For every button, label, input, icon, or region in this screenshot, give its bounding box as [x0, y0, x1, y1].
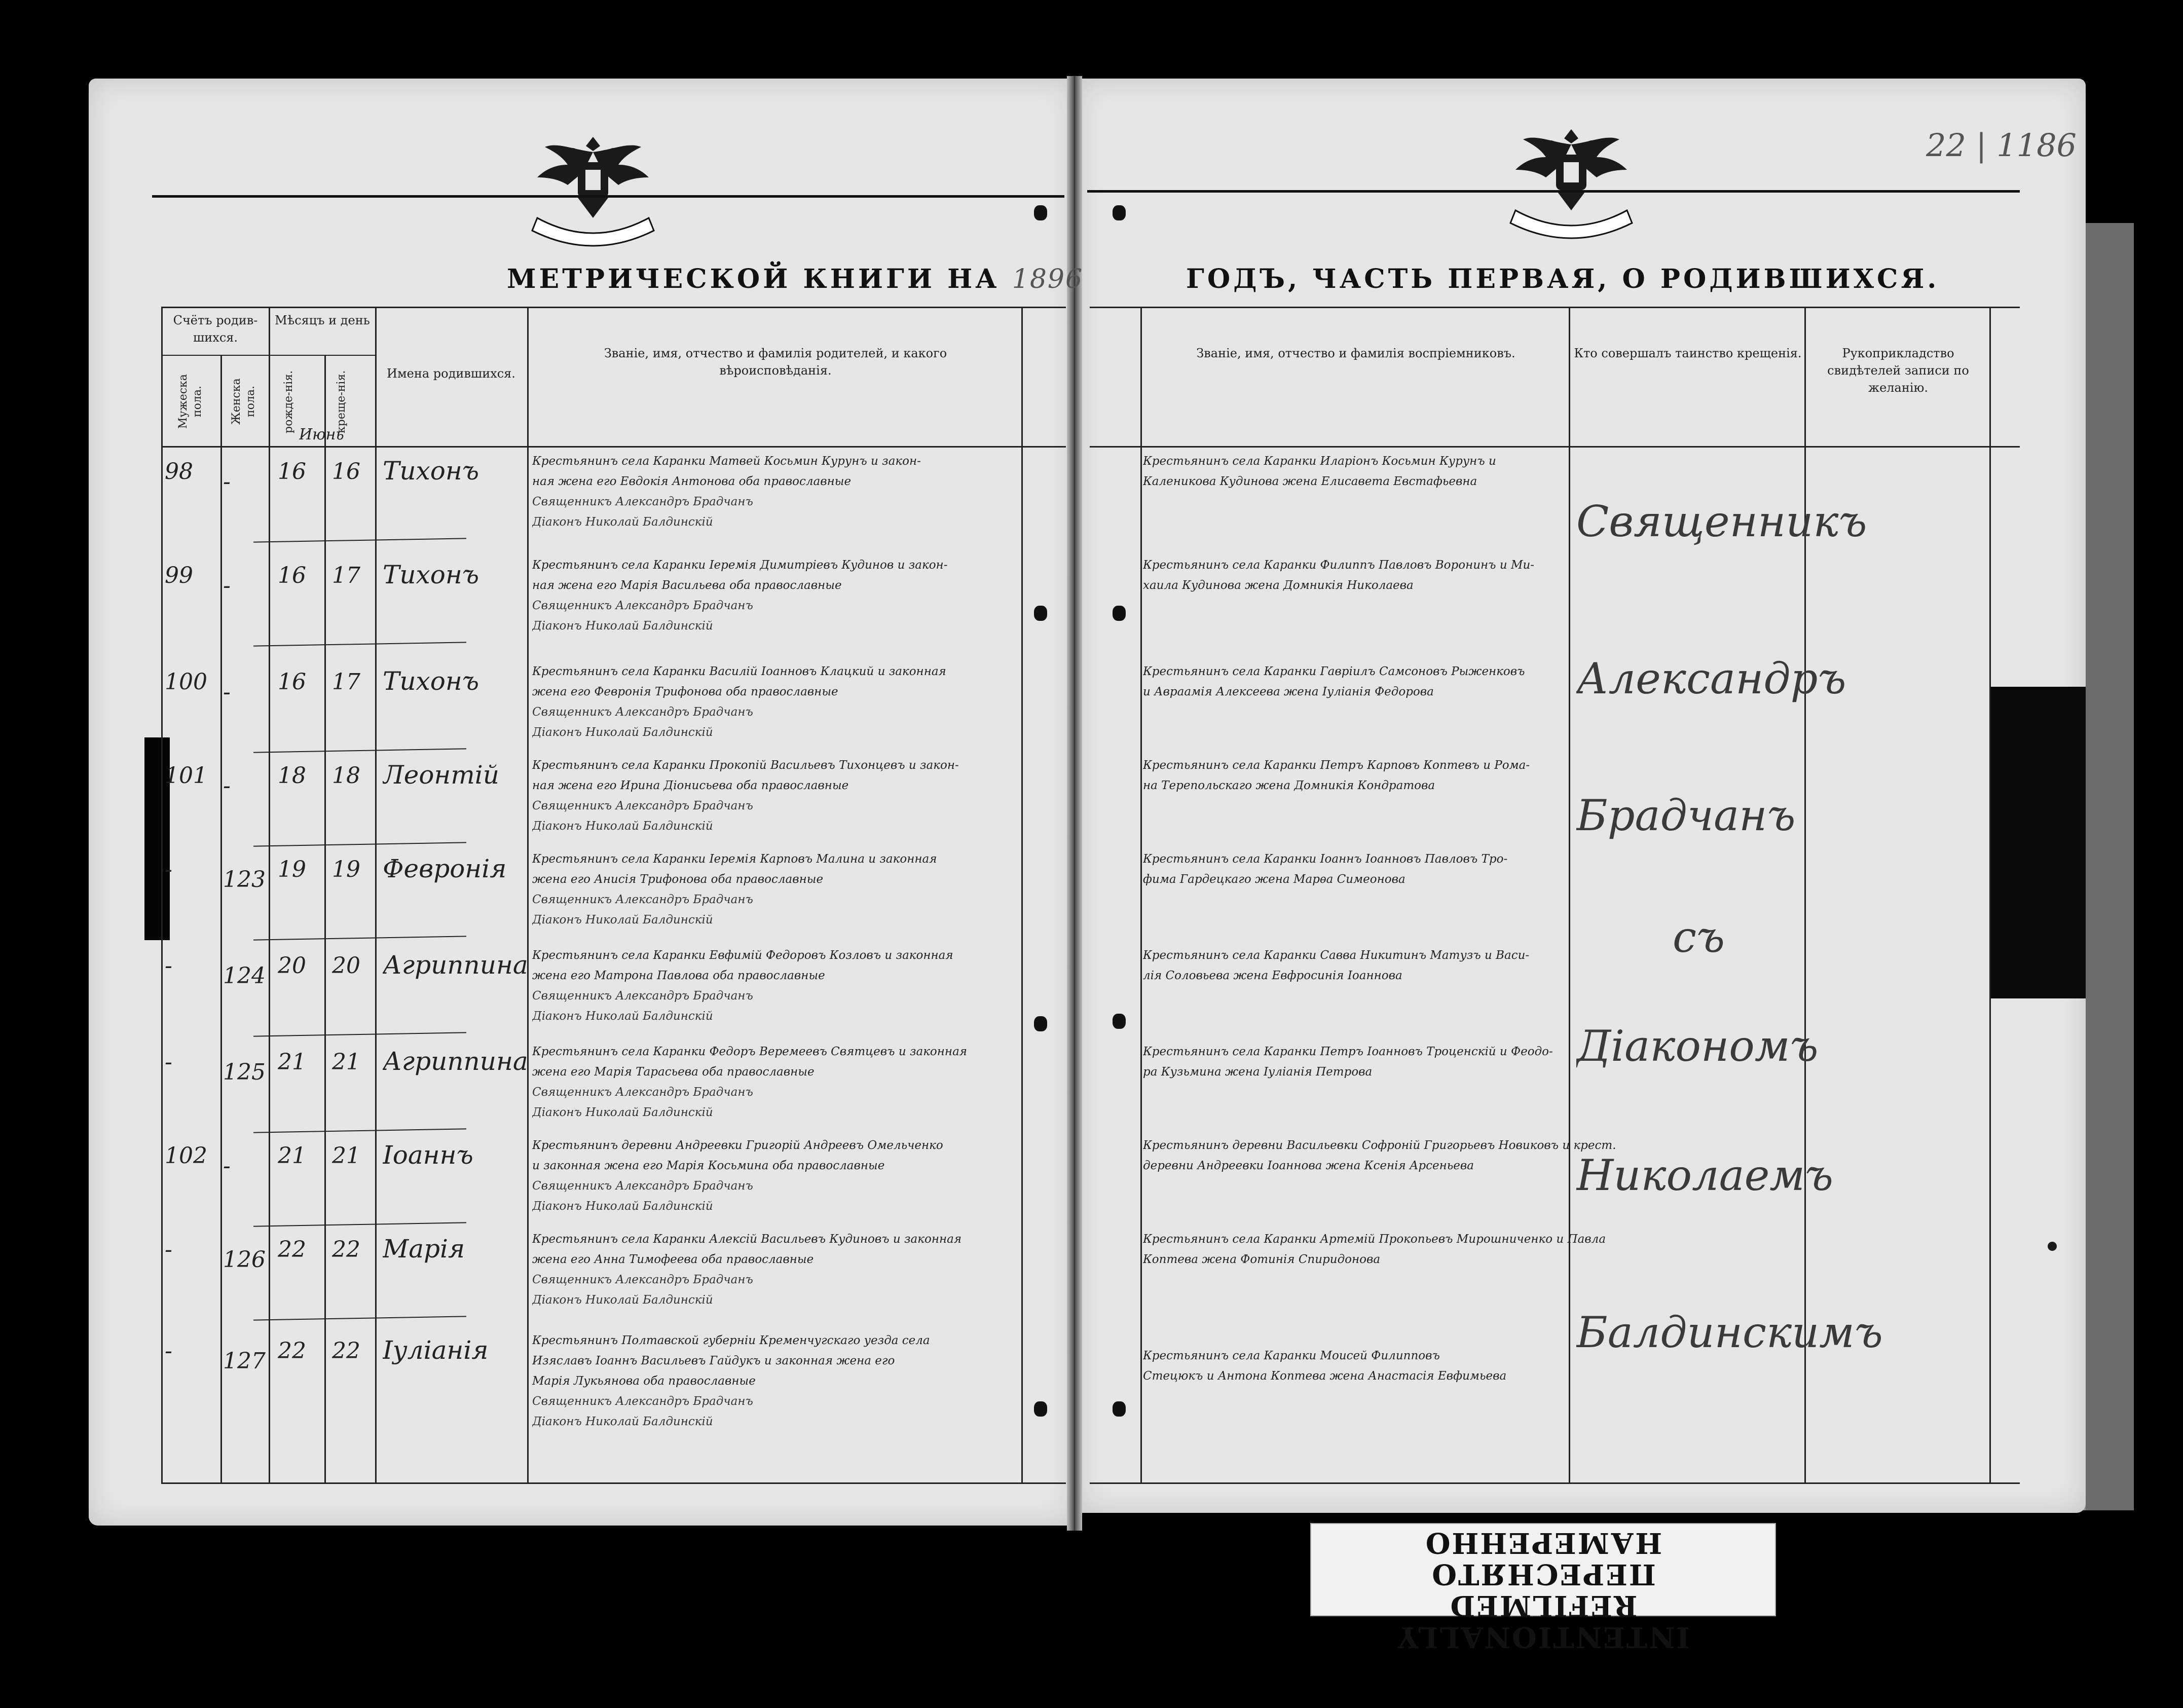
entry-parents-line: Изяславъ Іоаннъ Васильевъ Гайдукъ и законная жена его	[532, 1354, 895, 1367]
entry-male-number: 98	[165, 459, 193, 485]
entry-signature-deacon: Діаконъ Николай Балдинскій	[532, 1200, 713, 1213]
entry-parents-line: жена его Матрона Павлова оба православные	[532, 969, 825, 982]
entry-signature-deacon: Діаконъ Николай Балдинскій	[532, 1415, 713, 1428]
header-performer: Кто совершалъ таинство крещенія.	[1574, 346, 1802, 360]
entry-male-number: -	[165, 953, 172, 979]
entry-parents-line: Крестьянинъ села Каранки Іеремія Димитріевъ Кудинов и закон-	[532, 559, 948, 572]
year-handwritten: 1896	[1012, 264, 1084, 294]
page-mark	[2048, 1242, 2057, 1251]
entry-parents-line: Крестьянинъ села Каранки Алексій Васильевъ Кудиновъ и законная	[532, 1233, 962, 1246]
binding-hole	[1113, 1014, 1126, 1029]
entry-male-number: -	[165, 1237, 172, 1263]
entry-parents-line: жена его Анна Тимофеева оба православные	[532, 1253, 814, 1266]
col-line	[1569, 307, 1570, 1482]
entry-parents-line: Крестьянинъ села Каранки Василій Іоанновъ Клацкий и законная	[532, 665, 946, 678]
entry-female-number: 125	[223, 1059, 266, 1085]
performer-handwriting: Александръ	[1576, 654, 1846, 703]
entry-child-name: Іуліанія	[383, 1335, 489, 1365]
binding-hole	[1034, 1016, 1047, 1031]
entry-baptism-day: 21	[332, 1143, 360, 1169]
entry-baptism-day: 17	[332, 563, 360, 588]
entry-birth-day: 20	[278, 953, 306, 979]
performer-handwriting: Балдинскимъ	[1576, 1308, 1883, 1357]
entry-godparents-line: Крестьянинъ села Каранки Артемій Прокопьевъ Мирошниченко и Павла	[1143, 1233, 1606, 1246]
entry-signature-deacon: Діаконъ Николай Балдинскій	[532, 1010, 713, 1023]
entry-godparents-line: Крестьянинъ села Каранки Іоаннъ Іоанновъ Павловъ Тро-	[1143, 852, 1508, 866]
entry-parents-line: жена его Февронія Трифонова оба православные	[532, 685, 838, 698]
entry-female-number: 126	[223, 1247, 266, 1273]
entry-signature-deacon: Діаконъ Николай Балдинскій	[532, 820, 713, 833]
top-rule	[152, 195, 1064, 198]
table-bottom	[161, 1482, 1066, 1484]
entry-godparents-line: Каленикова Кудинова жена Елисавета Евстафьевна	[1143, 475, 1477, 488]
entry-child-name: Февронія	[383, 854, 507, 883]
col-line	[1140, 307, 1142, 1482]
entry-child-name: Марія	[383, 1234, 465, 1264]
binding-hole	[1034, 606, 1047, 621]
entry-male-number: -	[165, 1338, 172, 1364]
entry-baptism-day: 20	[332, 953, 360, 979]
entry-child-name: Іоаннъ	[383, 1140, 473, 1170]
col-line	[161, 307, 163, 1482]
entry-female-number: -	[223, 573, 231, 599]
performer-handwriting: Николаемъ	[1576, 1150, 1833, 1200]
entry-godparents-line: Крестьянинъ села Каранки Петръ Карповъ Коптевъ и Рома-	[1143, 759, 1530, 772]
entry-signature-deacon: Діаконъ Николай Балдинскій	[532, 1293, 713, 1307]
entry-birth-day: 16	[278, 669, 306, 695]
entry-signature-priest: Священникъ Александръ Брадчанъ	[532, 495, 753, 508]
entry-birth-day: 18	[278, 763, 306, 789]
performer-handwriting: Брадчанъ	[1576, 791, 1796, 840]
entry-parents-line: жена его Марія Тарасьева оба православные	[532, 1065, 815, 1079]
entry-female-number: 124	[223, 963, 266, 989]
entry-signature-priest: Священникъ Александръ Брадчанъ	[532, 989, 753, 1002]
performer-handwriting: Діакономъ	[1576, 1021, 1819, 1071]
entry-signature-deacon: Діаконъ Николай Балдинскій	[532, 515, 713, 529]
header-names: Имена родившихся.	[387, 366, 515, 381]
entry-signature-priest: Священникъ Александръ Брадчанъ	[532, 706, 753, 719]
binding-hole	[1113, 205, 1126, 220]
entry-godparents-line: Крестьянинъ села Каранки Савва Никитинъ Матузъ и Васи-	[1143, 949, 1530, 962]
subheader-line	[161, 355, 375, 356]
entry-parents-line: Марія Лукьянова оба православные	[532, 1375, 756, 1388]
entry-child-name: Агриппина	[383, 1047, 528, 1076]
black-tab	[1989, 687, 2086, 998]
entry-signature-deacon: Діаконъ Николай Балдинскій	[532, 1106, 713, 1119]
header-baptism: креще-нія.	[335, 370, 348, 433]
col-line	[324, 355, 326, 1482]
entry-parents-line: Крестьянинъ села Каранки Евфимій Федоровъ Козловъ и законная	[532, 949, 953, 962]
folio-number: 22 | 1186	[1926, 127, 2077, 164]
header-parents: Званіе, имя, отчество и фамилія родителей, и какого вѣроисповѣданія.	[604, 346, 947, 378]
entry-godparents-line: лія Соловьева жена Евфросинія Іоаннова	[1143, 969, 1402, 982]
entry-signature-priest: Священникъ Александръ Брадчанъ	[532, 893, 753, 906]
entry-child-name: Тихонъ	[383, 560, 479, 589]
entry-birth-day: 19	[278, 857, 306, 882]
entry-male-number: -	[165, 1049, 172, 1075]
entry-parents-line: Крестьянинъ Полтавской губерніи Кременчугскаго уезда села	[532, 1334, 930, 1347]
entry-parents-line: Крестьянинъ деревни Андреевки Григорій Андреевъ Омельченко	[532, 1139, 943, 1152]
table-header-top	[1090, 307, 2020, 308]
entry-parents-line: Крестьянинъ села Каранки Іеремія Карповъ Малина и законная	[532, 852, 937, 866]
entry-baptism-day: 22	[332, 1237, 360, 1263]
col-line	[1021, 307, 1023, 1482]
entry-parents-line: Крестьянинъ села Каранки Федоръ Веремеевъ Святцевъ и законная	[532, 1045, 968, 1058]
page-title-left: МЕТРИЧЕСКОЙ КНИГИ НА 1896	[507, 264, 1084, 294]
double-headed-eagle-icon	[517, 122, 669, 264]
entry-child-name: Леонтій	[383, 760, 499, 790]
entry-parents-line: Крестьянинъ села Каранки Матвей Косьмин Курунъ и закон-	[532, 455, 921, 468]
entry-birth-day: 16	[278, 459, 306, 485]
entry-godparents-line: Крестьянинъ деревни Васильевки Софроній Григорьевъ Новиковъ и крест.	[1143, 1139, 1616, 1152]
entry-godparents-line: фима Гардецкаго жена Марѳа Симеонова	[1143, 873, 1405, 886]
entry-birth-day: 22	[278, 1338, 306, 1364]
entry-godparents-line: и Авраамія Алексеева жена Іуліанія Федорова	[1143, 685, 1434, 698]
binding-hole	[1034, 1401, 1047, 1417]
entry-godparents-line: Крестьянинъ села Каранки Моисей Филипповъ	[1143, 1349, 1440, 1362]
header-count: Счётъ родив-шихся.	[173, 313, 258, 345]
entry-godparents-line: Коптева жена Фотинія Спиридонова	[1143, 1253, 1381, 1266]
entry-godparents-line: ра Кузьмина жена Іуліанія Петрова	[1143, 1065, 1373, 1079]
entry-signature-deacon: Діаконъ Николай Балдинскій	[532, 619, 713, 633]
entry-godparents-line: хаила Кудинова жена Домникія Николаева	[1143, 579, 1414, 592]
stamp-line-2: INTENTIONALLY REFILMED	[1396, 1589, 1690, 1654]
entry-baptism-day: 16	[332, 459, 360, 485]
page-title-right: ГОДЪ, ЧАСТЬ ПЕРВАЯ, О РОДИВШИХСЯ.	[1186, 264, 1940, 294]
entry-godparents-line: деревни Андреевки Іоаннова жена Ксенія Арсеньева	[1143, 1159, 1474, 1172]
entry-signature-deacon: Діаконъ Николай Балдинскій	[532, 913, 713, 926]
entry-male-number: 99	[165, 563, 193, 588]
entry-baptism-day: 19	[332, 857, 360, 882]
entry-female-number: 123	[223, 867, 266, 893]
entry-signature-priest: Священникъ Александръ Брадчанъ	[532, 1273, 753, 1286]
refilmed-stamp	[1310, 1523, 1776, 1654]
entry-godparents-line: Крестьянинъ села Каранки Филиппъ Павловъ Воронинъ и Ми-	[1143, 559, 1535, 572]
binding-hole	[1113, 1401, 1126, 1417]
entry-birth-day: 21	[278, 1049, 306, 1075]
header-male: Мужеска пола.	[177, 374, 204, 429]
page-edge-strip	[2086, 223, 2134, 1510]
col-line	[269, 307, 270, 1482]
entry-female-number: -	[223, 773, 231, 799]
entry-male-number: -	[165, 857, 172, 882]
entry-baptism-day: 17	[332, 669, 360, 695]
entry-godparents-line: на Терепольскаго жена Домникія Кондратова	[1143, 779, 1435, 792]
double-headed-eagle-icon	[1495, 114, 1647, 256]
header-birth: рожде-нія.	[282, 370, 295, 433]
entry-signature-deacon: Діаконъ Николай Балдинскій	[532, 726, 713, 739]
col-line	[220, 355, 222, 1482]
entry-baptism-day: 22	[332, 1338, 360, 1364]
entry-parents-line: и законная жена его Марія Косьмина оба православные	[532, 1159, 885, 1172]
col-line	[375, 307, 377, 1482]
entry-signature-priest: Священникъ Александръ Брадчанъ	[532, 1395, 753, 1408]
entry-godparents-line: Крестьянинъ села Каранки Гавріилъ Самсоновъ Рыженковъ	[1143, 665, 1525, 678]
header-signature: Рукоприкладство свидѣтелей записи по желанію.	[1827, 346, 1969, 395]
table-header-bottom	[1090, 446, 2020, 448]
entry-parents-line: ная жена его Ирина Діонисьева оба православные	[532, 779, 849, 792]
entry-male-number: 100	[165, 669, 207, 695]
entry-female-number: 127	[223, 1348, 266, 1374]
entry-birth-day: 21	[278, 1143, 306, 1169]
entry-parents-line: жена его Анисія Трифонова оба православные	[532, 873, 824, 886]
entry-baptism-day: 18	[332, 763, 360, 789]
stamp-line-1: ПЕРЕСНЯТО НАМЕРЕННО	[1424, 1526, 1662, 1591]
header-month-day: Мѣсяцъ и день	[275, 313, 370, 327]
entry-female-number: -	[223, 679, 231, 705]
entry-godparents-line: Крестьянинъ села Каранки Петръ Іоанновъ Троценскій и Феодо-	[1143, 1045, 1553, 1058]
performer-handwriting: Священникъ	[1576, 497, 1867, 546]
entry-child-name: Тихонъ	[383, 666, 479, 696]
month-note: Июнь	[299, 426, 344, 443]
entry-godparents-line: Стецюкъ и Антона Коптева жена Анастасія Евфимьева	[1143, 1369, 1507, 1383]
entry-signature-priest: Священникъ Александръ Брадчанъ	[532, 1179, 753, 1193]
header-female: Женска пола.	[230, 378, 257, 425]
entry-parents-line: ная жена его Марія Васильева оба православные	[532, 579, 842, 592]
binding-hole	[1034, 205, 1047, 220]
entry-signature-priest: Священникъ Александръ Брадчанъ	[532, 1086, 753, 1099]
entry-parents-line: ная жена его Евдокія Антонова оба православные	[532, 475, 852, 488]
entry-female-number: -	[223, 469, 231, 495]
entry-signature-priest: Священникъ Александръ Брадчанъ	[532, 799, 753, 812]
table-bottom	[1090, 1482, 2020, 1484]
entry-female-number: -	[223, 1153, 231, 1179]
entry-birth-day: 16	[278, 563, 306, 588]
performer-handwriting: съ	[1673, 912, 1725, 962]
entry-baptism-day: 21	[332, 1049, 360, 1075]
entry-male-number: 101	[165, 763, 207, 789]
binding-hole	[1113, 606, 1126, 621]
header-godparents: Званіе, имя, отчество и фамилія воспріемниковъ.	[1196, 346, 1515, 360]
entry-birth-day: 22	[278, 1237, 306, 1263]
col-line	[527, 307, 529, 1482]
table-header-top	[161, 307, 1066, 308]
top-rule	[1087, 190, 2020, 193]
entry-godparents-line: Крестьянинъ села Каранки Иларіонъ Косьмин Курунъ и	[1143, 455, 1496, 468]
entry-child-name: Агриппина	[383, 950, 528, 980]
entry-child-name: Тихонъ	[383, 456, 479, 486]
entry-male-number: 102	[165, 1143, 207, 1169]
col-line	[1989, 307, 1991, 1482]
table-header-bottom	[161, 446, 1066, 448]
entry-parents-line: Крестьянинъ села Каранки Прокопій Васильевъ Тихонцевъ и закон-	[532, 759, 959, 772]
entry-signature-priest: Священникъ Александръ Брадчанъ	[532, 599, 753, 612]
col-line	[1804, 307, 1806, 1482]
